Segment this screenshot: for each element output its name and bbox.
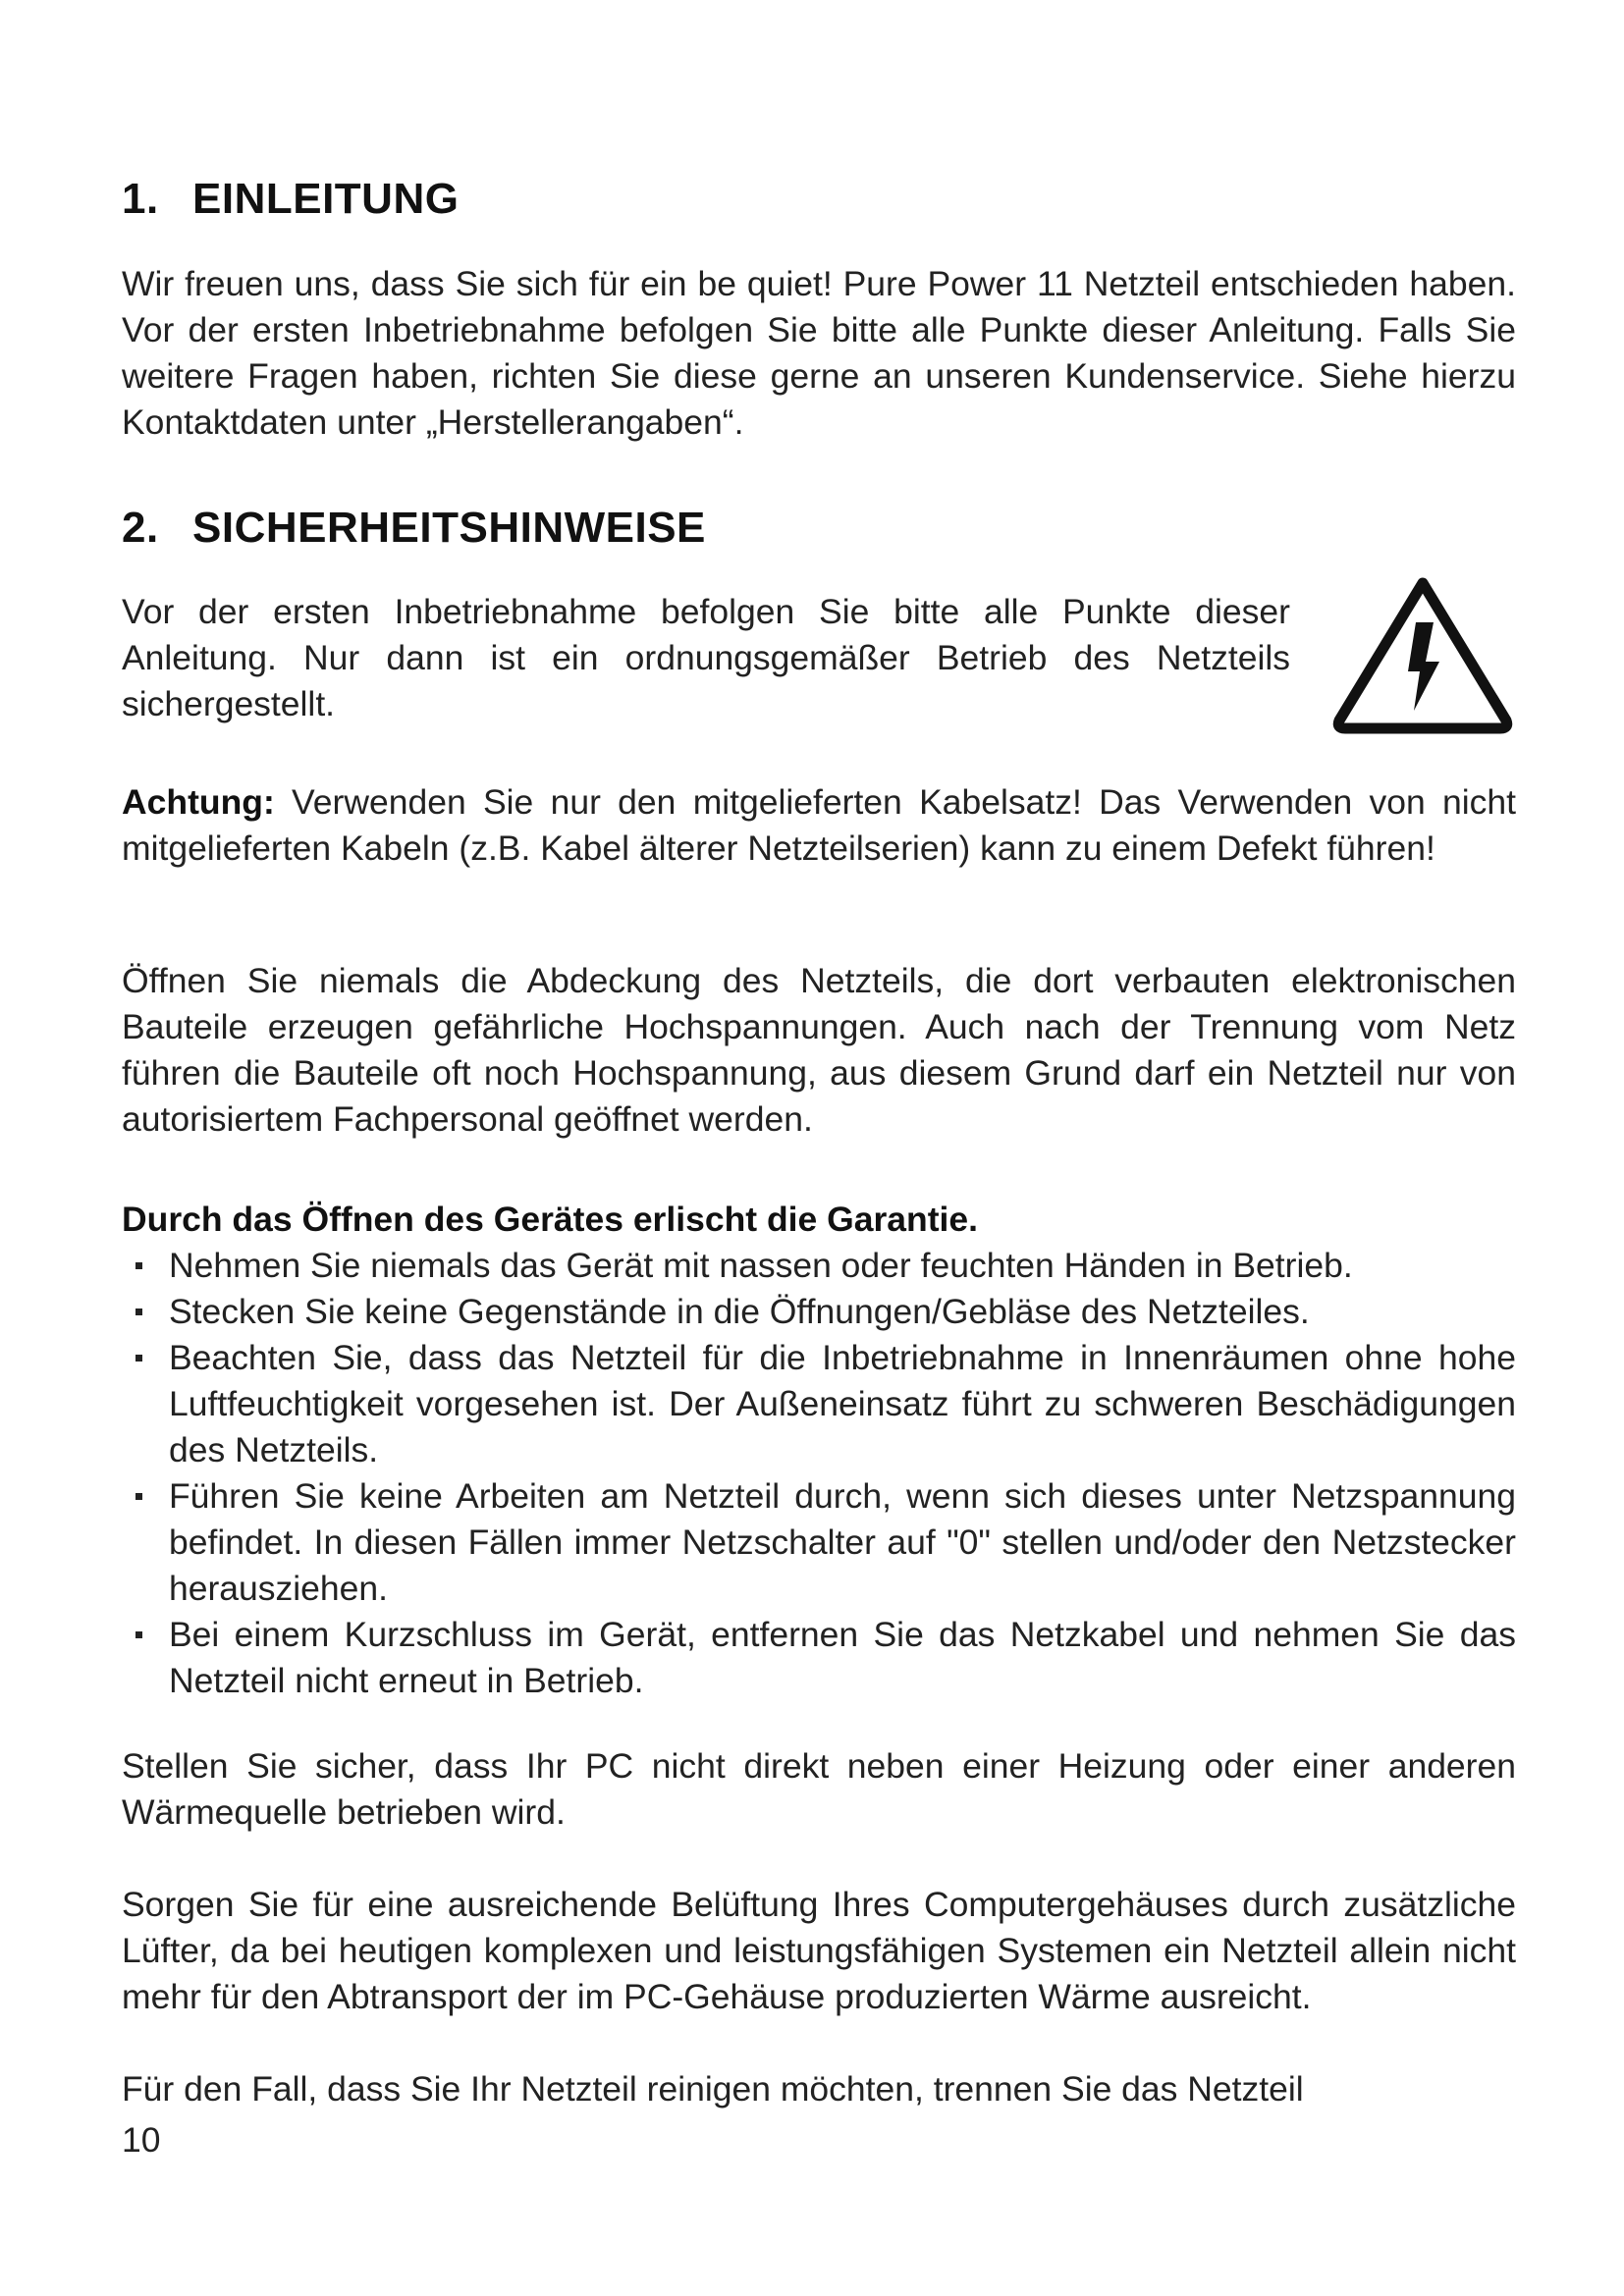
warranty-heading-text: Durch das Öffnen des Gerätes erlischt die Garantie.: [122, 1200, 979, 1239]
bullet-icon: [135, 1262, 142, 1269]
attention-paragraph: [122, 779, 1516, 872]
safety-intro-paragraph: Vor der ersten Inbetriebnahme befolgen Sie bitte alle Punkte dieser Anleitung. Nur dann ist ein ordnungsgemäßer Betrieb des Netzteils sichergestellt.: [122, 592, 1290, 723]
page-number: 10: [122, 2120, 161, 2160]
ventilation-paragraph: Sorgen Sie für eine ausreichende Belüftung Ihres Computergehäuses durch zusätzliche Lüfter, da bei heutigen komplexen und leistungsfähigen Systemen ein Netzteil allein nicht mehr für den Abtransport der im PC-Gehäuse produzierten Wärme ausreicht.: [122, 1885, 1516, 2016]
list-item: [122, 1243, 1516, 1289]
list-item-text: Beachten Sie, dass das Netzteil für die Inbetriebnahme in Innenräumen ohne hohe Luftfeuchtigkeit vorgesehen ist. Der Außeneinsatz führt zu schweren Beschädigungen des Netzteils.: [169, 1338, 1516, 1469]
section-1-title: EINLEITUNG: [192, 175, 460, 223]
bullet-icon: [135, 1308, 142, 1315]
introduction-paragraph: Wir freuen uns, dass Sie sich für ein be quiet! Pure Power 11 Netzteil entschieden haben. Vor der ersten Inbetriebnahme befolgen Sie bitte alle Punkte dieser Anleitung. Falls Sie weitere Fragen haben, richten Sie diese gerne an unseren Kundenservice. Siehe hierzu Kontaktdaten unter „Herstellerangaben“.: [122, 264, 1516, 442]
opening-warning-paragraph: Öffnen Sie niemals die Abdeckung des Netzteils, die dort verbauten elektronischen Bauteile erzeugen gefährliche Hochspannungen. Auch nach der Trennung vom Netz führen die Bauteile oft noch Hochspannung, aus diesem Grund darf ein Netzteil nur von autorisiertem Fachpersonal geöffnet werden.: [122, 961, 1516, 1139]
cleaning-paragraph: Für den Fall, dass Sie Ihr Netzteil reinigen möchten, trennen Sie das Netzteil: [122, 2069, 1304, 2109]
list-item: [122, 1335, 1516, 1473]
section-1-number: 1.: [122, 175, 159, 223]
attention-text: Verwenden Sie nur den mitgelieferten Kabelsatz! Das Verwenden von nicht mitgelieferten Kabeln (z.B. Kabel älterer Netzteilserien) kann zu einem Defekt führen!: [122, 782, 1516, 868]
attention-label: Achtung:: [122, 782, 275, 822]
section-2-title: SICHERHEITSHINWEISE: [192, 504, 706, 552]
list-item-text: Stecken Sie keine Gegenstände in die Öffnungen/Gebläse des Netzteiles.: [169, 1292, 1310, 1331]
bullet-icon: [135, 1493, 142, 1500]
list-item: [122, 1289, 1516, 1335]
safety-bullet-list: [122, 1243, 1516, 1704]
bullet-icon: [135, 1355, 142, 1362]
bullet-icon: [135, 1631, 142, 1638]
warranty-heading: [122, 1197, 1516, 1243]
list-item: [122, 1612, 1516, 1704]
manual-page: [122, 0, 1532, 2296]
high-voltage-warning-icon: [1329, 571, 1516, 738]
list-item: [122, 1473, 1516, 1612]
heat-source-paragraph: Stellen Sie sicher, dass Ihr PC nicht direkt neben einer Heizung oder einer anderen Wärmequelle betrieben wird.: [122, 1746, 1516, 1832]
section-2-heading: [122, 504, 706, 553]
list-item-text: Nehmen Sie niemals das Gerät mit nassen oder feuchten Händen in Betrieb.: [169, 1246, 1353, 1285]
list-item-text: Bei einem Kurzschluss im Gerät, entfernen Sie das Netzkabel und nehmen Sie das Netzteil nicht erneut in Betrieb.: [169, 1615, 1516, 1700]
section-2-number: 2.: [122, 504, 159, 552]
list-item-text: Führen Sie keine Arbeiten am Netzteil durch, wenn sich dieses unter Netzspannung befindet. In diesen Fällen immer Netzschalter auf "0" stellen und/oder den Netzstecker herausziehen.: [169, 1476, 1516, 1608]
section-1-heading: [122, 175, 459, 224]
